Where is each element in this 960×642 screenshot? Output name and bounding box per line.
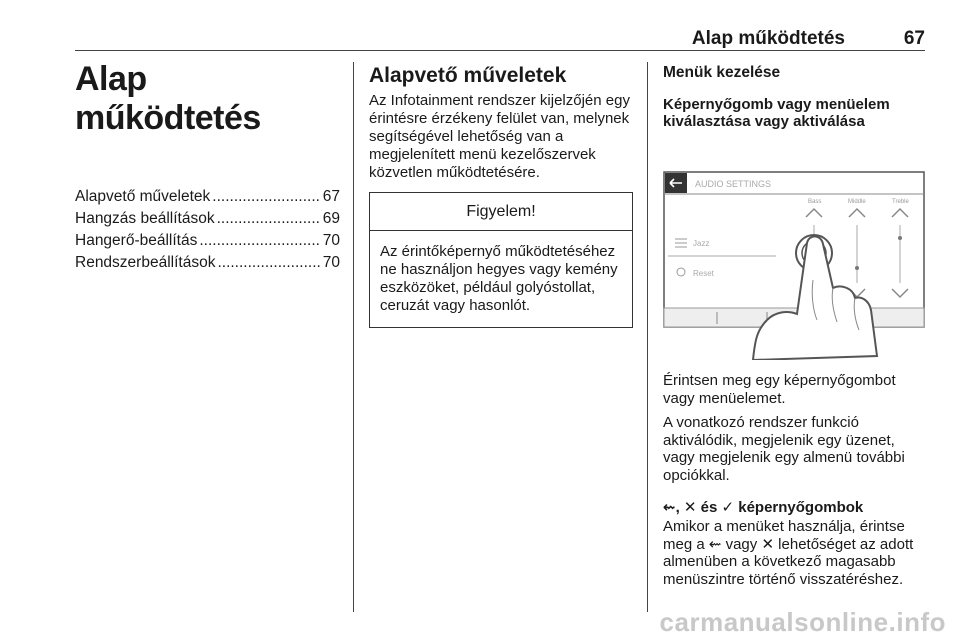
- header-title: Alap működtetés: [691, 28, 845, 49]
- eq-slider-knob: [898, 236, 902, 240]
- toc-leader: [217, 252, 320, 274]
- toc-page: 70: [322, 254, 340, 271]
- toc-label: Hangerő-beállítás: [75, 232, 198, 249]
- back-arrow-icon: [665, 173, 687, 193]
- section-title: Menük kezelése: [663, 64, 781, 81]
- touchscreen-illustration: [663, 170, 925, 360]
- page-number: 67: [903, 28, 925, 49]
- notice-box: [369, 192, 633, 328]
- watermark: carmanualsonline.info: [659, 607, 946, 637]
- column-divider: [647, 62, 648, 612]
- menus-text: [663, 372, 928, 595]
- eq-slider-knob: [855, 266, 859, 270]
- menus-column: [663, 64, 928, 130]
- toc-item[interactable]: [75, 252, 340, 274]
- eq-column-label: Middle: [848, 199, 866, 205]
- basics-column: [369, 64, 633, 328]
- paragraph: Érintsen meg egy képernyőgombot vagy menüelemet.: [663, 372, 896, 407]
- notice-text: Az érintőképernyő működtetéséhez ne használjon hegyes vagy kemény eszközöket, például golyóstollat, ceruzát vagy hasonlót.: [380, 243, 618, 314]
- toc-leader: [217, 208, 321, 230]
- toc-label: Hangzás beállítások: [75, 210, 215, 227]
- toc-item[interactable]: [75, 186, 340, 208]
- toc-page: 70: [322, 232, 340, 249]
- toc-label: Rendszerbeállítások: [75, 254, 216, 271]
- figure-list-item: Reset: [693, 269, 714, 278]
- toc-page: 69: [322, 210, 340, 227]
- eq-column-label: Treble: [892, 199, 909, 205]
- table-of-contents: [75, 186, 340, 274]
- intro-paragraph: Az Infotainment rendszer kijelzőjén egy érintésre érzékeny felület van, melynek segítségével lehetőség van a megjelenített menü kezelőszervek közvetlen működtetésére.: [369, 92, 630, 181]
- toc-label: Alapvető műveletek: [75, 188, 211, 205]
- section-title: Alapvető műveletek: [369, 64, 567, 87]
- toc-page: 67: [322, 188, 340, 205]
- toc-leader: [199, 230, 320, 252]
- figure-header-label: AUDIO SETTINGS: [695, 179, 772, 189]
- chapter-title: Alap működtetés: [75, 60, 261, 137]
- chapter-column: [75, 60, 340, 274]
- toc-item[interactable]: [75, 208, 340, 230]
- paragraph: Amikor a menüket használja, érintse meg a ⇜ vagy ✕ lehetőséget az adott almenüben a következő magasabb menüszintre történő visszatéréshez.: [663, 518, 914, 588]
- subsection-title: Képernyőgomb vagy menüelem kiválasztása vagy aktiválása: [663, 96, 890, 130]
- toc-leader: [212, 186, 320, 208]
- toc-item[interactable]: [75, 230, 340, 252]
- eq-column-label: Bass: [808, 199, 822, 205]
- notice-heading: Figyelem!: [370, 193, 632, 231]
- paragraph: A vonatkozó rendszer funkció aktiválódik, megjelenik egy üzenet, vagy megjelenik egy almenü további opciókkal.: [663, 414, 905, 484]
- icons-heading: ⇜, ✕ és ✓ képernyőgombok: [663, 499, 864, 516]
- figure-list-item: Jazz: [693, 239, 710, 248]
- page-header: [75, 24, 925, 51]
- column-divider: [353, 62, 354, 612]
